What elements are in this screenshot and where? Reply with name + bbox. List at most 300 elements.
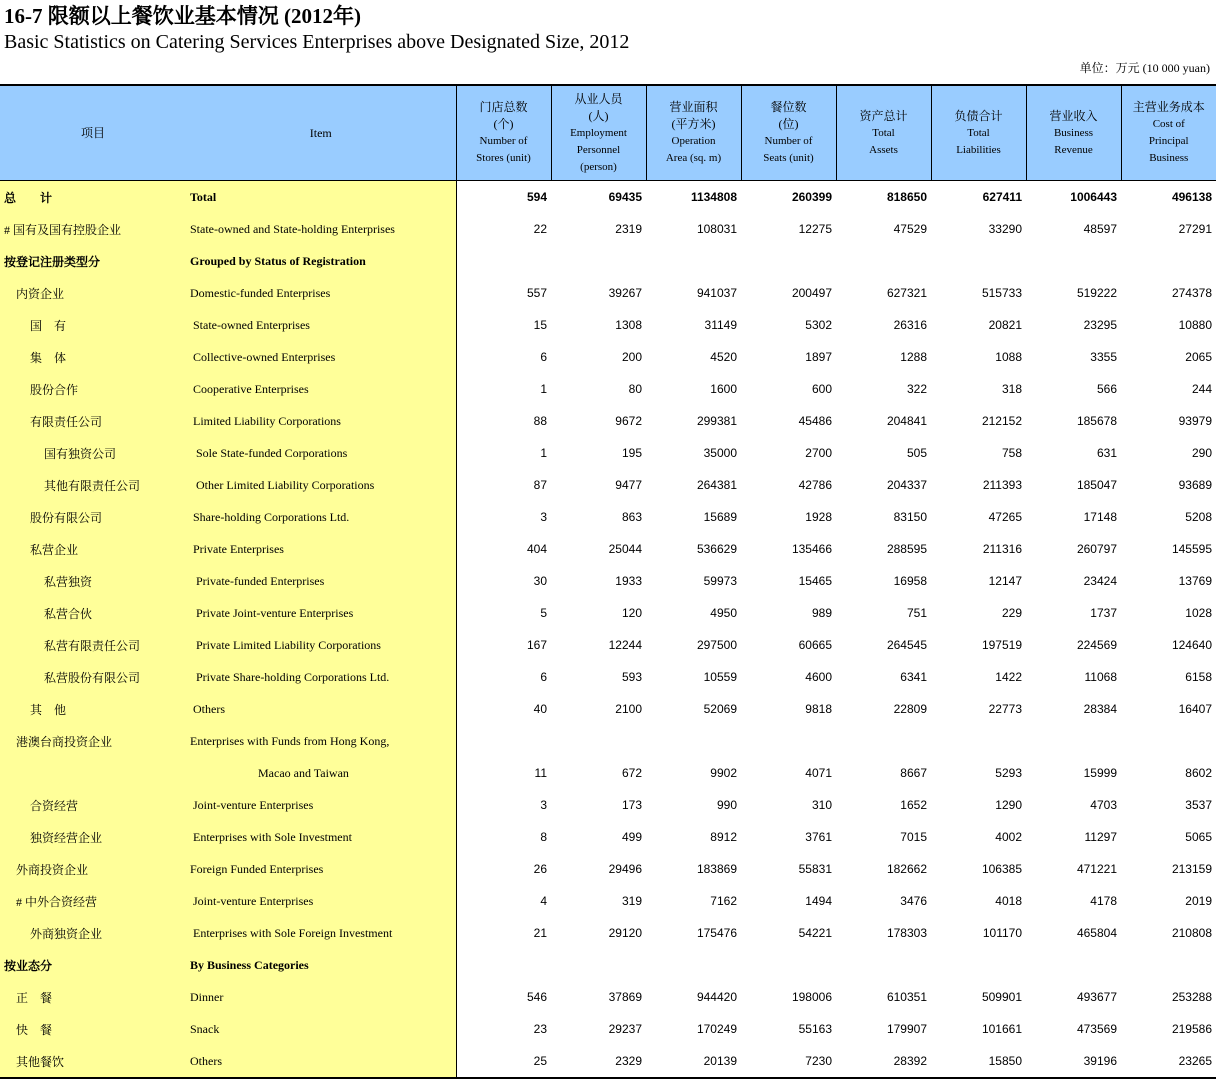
cell-value <box>931 245 1026 277</box>
header-cn-line: (人) <box>552 108 646 125</box>
cell-value: 5208 <box>1121 501 1216 533</box>
header-cn-line: 营业收入 <box>1027 108 1121 125</box>
cell-value: 4703 <box>1026 789 1121 821</box>
cell-value: 1 <box>456 437 551 469</box>
header-col-4 <box>836 85 931 181</box>
cell-value: 6 <box>456 341 551 373</box>
cell-value: 12275 <box>741 213 836 245</box>
cell-value: 20821 <box>931 309 1026 341</box>
cell-value: 83150 <box>836 501 931 533</box>
cell-value: 2700 <box>741 437 836 469</box>
cell-value <box>931 725 1026 757</box>
cell-value: 200497 <box>741 277 836 309</box>
row-label-en: Dinner <box>186 981 456 1013</box>
cell-value: 60665 <box>741 629 836 661</box>
cell-value: 6158 <box>1121 661 1216 693</box>
cell-value: 260399 <box>741 181 836 214</box>
table-row <box>0 693 1216 725</box>
row-label-cn: 私营企业 <box>0 533 186 565</box>
row-label-en: Enterprises with Sole Foreign Investment <box>186 917 456 949</box>
cell-value: 4950 <box>646 597 741 629</box>
row-label-cn: 有限责任公司 <box>0 405 186 437</box>
header-cn-line: 资产总计 <box>837 108 931 125</box>
cell-value: 48597 <box>1026 213 1121 245</box>
cell-value: 15 <box>456 309 551 341</box>
cell-value: 1308 <box>551 309 646 341</box>
cell-value: 499 <box>551 821 646 853</box>
row-label-cn: 按登记注册类型分 <box>0 245 186 277</box>
row-label-en: Other Limited Liability Corporations <box>186 469 456 501</box>
cell-value: 229 <box>931 597 1026 629</box>
header-cn-line: 门店总数 <box>457 99 551 116</box>
cell-value: 27291 <box>1121 213 1216 245</box>
table-row <box>0 181 1216 214</box>
cell-value: 297500 <box>646 629 741 661</box>
row-label-cn: 私营股份有限公司 <box>0 661 186 693</box>
cell-value: 3476 <box>836 885 931 917</box>
row-label-cn: 国有独资公司 <box>0 437 186 469</box>
cell-value: 515733 <box>931 277 1026 309</box>
cell-value: 26 <box>456 853 551 885</box>
cell-value: 1088 <box>931 341 1026 373</box>
cell-value <box>456 949 551 981</box>
row-label-en: Share-holding Corporations Ltd. <box>186 501 456 533</box>
cell-value: 204841 <box>836 405 931 437</box>
row-label-en: Private Joint-venture Enterprises <box>186 597 456 629</box>
cell-value: 39196 <box>1026 1045 1121 1078</box>
cell-value <box>836 725 931 757</box>
cell-value: 80 <box>551 373 646 405</box>
table-row <box>0 885 1216 917</box>
cell-value: 197519 <box>931 629 1026 661</box>
cell-value: 204337 <box>836 469 931 501</box>
cell-value: 1422 <box>931 661 1026 693</box>
row-label-en: Total <box>186 181 456 214</box>
cell-value: 9902 <box>646 757 741 789</box>
cell-value: 30 <box>456 565 551 597</box>
header-en-line: Revenue <box>1027 142 1121 159</box>
cell-value: 751 <box>836 597 931 629</box>
cell-value: 3 <box>456 501 551 533</box>
cell-value: 35000 <box>646 437 741 469</box>
table-body <box>0 181 1216 1079</box>
cell-value: 818650 <box>836 181 931 214</box>
cell-value: 16407 <box>1121 693 1216 725</box>
header-item-en: Item <box>186 85 456 181</box>
cell-value: 260797 <box>1026 533 1121 565</box>
cell-value: 29237 <box>551 1013 646 1045</box>
cell-value: 1028 <box>1121 597 1216 629</box>
cell-value: 15465 <box>741 565 836 597</box>
row-label-en: State-owned and State-holding Enterprises <box>186 213 456 245</box>
row-label-cn: # 中外合资经营 <box>0 885 186 917</box>
row-label-en: Grouped by Status of Registration <box>186 245 456 277</box>
row-label-en: Snack <box>186 1013 456 1045</box>
cell-value: 319 <box>551 885 646 917</box>
header-en-line: Stores (unit) <box>457 150 551 167</box>
cell-value: 264545 <box>836 629 931 661</box>
header-en-line: Total <box>932 125 1026 142</box>
row-label-cn: 其 他 <box>0 693 186 725</box>
row-label-en: By Business Categories <box>186 949 456 981</box>
row-label-en: Joint-venture Enterprises <box>186 789 456 821</box>
cell-value: 17148 <box>1026 501 1121 533</box>
cell-value: 8602 <box>1121 757 1216 789</box>
cell-value: 198006 <box>741 981 836 1013</box>
cell-value: 4520 <box>646 341 741 373</box>
table-header-row <box>0 85 1216 181</box>
cell-value: 101170 <box>931 917 1026 949</box>
cell-value: 23 <box>456 1013 551 1045</box>
cell-value: 88 <box>456 405 551 437</box>
cell-value <box>836 949 931 981</box>
cell-value: 37869 <box>551 981 646 1013</box>
cell-value: 1 <box>456 373 551 405</box>
unit-label: 单位：万元 (10 000 yuan) <box>1080 60 1210 76</box>
cell-value: 93689 <box>1121 469 1216 501</box>
cell-value: 627321 <box>836 277 931 309</box>
header-en-line: Business <box>1122 150 1216 167</box>
cell-value: 1737 <box>1026 597 1121 629</box>
cell-value: 15999 <box>1026 757 1121 789</box>
table-row <box>0 821 1216 853</box>
table-row <box>0 341 1216 373</box>
header-col-7 <box>1121 85 1216 181</box>
row-label-en: Cooperative Enterprises <box>186 373 456 405</box>
row-label-cn: 股份有限公司 <box>0 501 186 533</box>
cell-value: 183869 <box>646 853 741 885</box>
cell-value: 509901 <box>931 981 1026 1013</box>
cell-value <box>741 949 836 981</box>
cell-value: 31149 <box>646 309 741 341</box>
cell-value: 3355 <box>1026 341 1121 373</box>
header-en-line: Business <box>1027 125 1121 142</box>
header-en-line: Number of <box>457 133 551 150</box>
cell-value: 11068 <box>1026 661 1121 693</box>
table-row <box>0 309 1216 341</box>
header-cn-line: 营业面积 <box>647 99 741 116</box>
cell-value: 178303 <box>836 917 931 949</box>
cell-value: 47265 <box>931 501 1026 533</box>
cell-value: 536629 <box>646 533 741 565</box>
cell-value: 69435 <box>551 181 646 214</box>
header-cn-line: 从业人员 <box>552 91 646 108</box>
cell-value: 557 <box>456 277 551 309</box>
cell-value: 944420 <box>646 981 741 1013</box>
cell-value: 990 <box>646 789 741 821</box>
row-label-cn: 港澳台商投资企业 <box>0 725 186 757</box>
cell-value: 120 <box>551 597 646 629</box>
table-row <box>0 789 1216 821</box>
cell-value: 39267 <box>551 277 646 309</box>
cell-value <box>1121 245 1216 277</box>
cell-value: 10880 <box>1121 309 1216 341</box>
statistics-table <box>0 84 1216 1079</box>
table-row <box>0 981 1216 1013</box>
cell-value: 11297 <box>1026 821 1121 853</box>
cell-value: 42786 <box>741 469 836 501</box>
cell-value <box>741 725 836 757</box>
cell-value: 59973 <box>646 565 741 597</box>
cell-value: 173 <box>551 789 646 821</box>
cell-value: 179907 <box>836 1013 931 1045</box>
header-en-line: Area (sq. m) <box>647 150 741 167</box>
cell-value: 290 <box>1121 437 1216 469</box>
cell-value: 863 <box>551 501 646 533</box>
table-row <box>0 661 1216 693</box>
header-cn-line: (个) <box>457 116 551 133</box>
cell-value: 6 <box>456 661 551 693</box>
row-label-cn: 外商投资企业 <box>0 853 186 885</box>
cell-value: 22809 <box>836 693 931 725</box>
cell-value: 274378 <box>1121 277 1216 309</box>
cell-value: 9672 <box>551 405 646 437</box>
table-row <box>0 1013 1216 1045</box>
cell-value: 200 <box>551 341 646 373</box>
cell-value: 1288 <box>836 341 931 373</box>
row-label-en: Domestic-funded Enterprises <box>186 277 456 309</box>
table-row <box>0 853 1216 885</box>
row-label-cn: 总 计 <box>0 181 186 214</box>
header-item-cn: 项目 <box>0 85 186 181</box>
cell-value: 758 <box>931 437 1026 469</box>
cell-value: 22773 <box>931 693 1026 725</box>
header-en-line: Personnel <box>552 142 646 159</box>
cell-value: 11 <box>456 757 551 789</box>
cell-value: 219586 <box>1121 1013 1216 1045</box>
cell-value: 4002 <box>931 821 1026 853</box>
cell-value: 213159 <box>1121 853 1216 885</box>
cell-value: 288595 <box>836 533 931 565</box>
cell-value: 989 <box>741 597 836 629</box>
cell-value: 20139 <box>646 1045 741 1078</box>
cell-value: 244 <box>1121 373 1216 405</box>
row-label-cn: 其他有限责任公司 <box>0 469 186 501</box>
cell-value: 28392 <box>836 1045 931 1078</box>
cell-value: 627411 <box>931 181 1026 214</box>
header-col-0 <box>456 85 551 181</box>
cell-value: 1933 <box>551 565 646 597</box>
header-col-1 <box>551 85 646 181</box>
cell-value: 40 <box>456 693 551 725</box>
header-cn-line: 餐位数 <box>742 99 836 116</box>
cell-value: 10559 <box>646 661 741 693</box>
cell-value: 8912 <box>646 821 741 853</box>
cell-value: 7230 <box>741 1045 836 1078</box>
table-row <box>0 405 1216 437</box>
header-en-line: Assets <box>837 142 931 159</box>
table-row <box>0 725 1216 757</box>
table-row <box>0 629 1216 661</box>
cell-value <box>931 949 1026 981</box>
cell-value: 101661 <box>931 1013 1026 1045</box>
row-label-en: Enterprises with Funds from Hong Kong, <box>186 725 456 757</box>
header-en-line: Operation <box>647 133 741 150</box>
cell-value: 4178 <box>1026 885 1121 917</box>
header-cn-line: (平方米) <box>647 116 741 133</box>
cell-value: 15850 <box>931 1045 1026 1078</box>
cell-value: 28384 <box>1026 693 1121 725</box>
cell-value: 473569 <box>1026 1013 1121 1045</box>
cell-value <box>1121 949 1216 981</box>
cell-value: 15689 <box>646 501 741 533</box>
header-col-3 <box>741 85 836 181</box>
cell-value: 5302 <box>741 309 836 341</box>
cell-value: 3537 <box>1121 789 1216 821</box>
row-label-cn: 正 餐 <box>0 981 186 1013</box>
cell-value: 1494 <box>741 885 836 917</box>
cell-value: 29120 <box>551 917 646 949</box>
header-en-line: Employment <box>552 125 646 142</box>
cell-value: 23265 <box>1121 1045 1216 1078</box>
row-label-en: Private Limited Liability Corporations <box>186 629 456 661</box>
cell-value: 318 <box>931 373 1026 405</box>
cell-value: 2019 <box>1121 885 1216 917</box>
cell-value: 13769 <box>1121 565 1216 597</box>
row-label-en: Private Enterprises <box>186 533 456 565</box>
cell-value: 55831 <box>741 853 836 885</box>
header-en-line: (person) <box>552 159 646 176</box>
cell-value: 5293 <box>931 757 1026 789</box>
cell-value: 4 <box>456 885 551 917</box>
table-row <box>0 757 1216 789</box>
header-col-5 <box>931 85 1026 181</box>
cell-value: 170249 <box>646 1013 741 1045</box>
cell-value: 23295 <box>1026 309 1121 341</box>
header-col-2 <box>646 85 741 181</box>
cell-value: 224569 <box>1026 629 1121 661</box>
cell-value: 672 <box>551 757 646 789</box>
cell-value: 2319 <box>551 213 646 245</box>
header-en-line: Seats (unit) <box>742 150 836 167</box>
cell-value: 1600 <box>646 373 741 405</box>
table-row <box>0 213 1216 245</box>
cell-value: 1928 <box>741 501 836 533</box>
row-label-cn: 私营独资 <box>0 565 186 597</box>
row-label-cn <box>0 757 186 789</box>
table-row <box>0 469 1216 501</box>
header-col-6 <box>1026 85 1121 181</box>
row-label-en: Limited Liability Corporations <box>186 405 456 437</box>
cell-value: 593 <box>551 661 646 693</box>
cell-value: 26316 <box>836 309 931 341</box>
row-label-cn: 按业态分 <box>0 949 186 981</box>
row-label-cn: 快 餐 <box>0 1013 186 1045</box>
cell-value: 546 <box>456 981 551 1013</box>
table-row <box>0 533 1216 565</box>
cell-value: 106385 <box>931 853 1026 885</box>
header-en-line: Total <box>837 125 931 142</box>
cell-value: 496138 <box>1121 181 1216 214</box>
row-label-en: Joint-venture Enterprises <box>186 885 456 917</box>
cell-value: 631 <box>1026 437 1121 469</box>
cell-value: 3 <box>456 789 551 821</box>
cell-value: 2329 <box>551 1045 646 1078</box>
cell-value: 12147 <box>931 565 1026 597</box>
cell-value: 9477 <box>551 469 646 501</box>
cell-value: 8667 <box>836 757 931 789</box>
cell-value: 2100 <box>551 693 646 725</box>
row-label-cn: 其他餐饮 <box>0 1045 186 1078</box>
cell-value: 9818 <box>741 693 836 725</box>
cell-value: 124640 <box>1121 629 1216 661</box>
cell-value: 29496 <box>551 853 646 885</box>
cell-value: 4018 <box>931 885 1026 917</box>
cell-value: 322 <box>836 373 931 405</box>
cell-value: 594 <box>456 181 551 214</box>
table-row <box>0 565 1216 597</box>
cell-value: 6341 <box>836 661 931 693</box>
cell-value <box>456 245 551 277</box>
page-title-cn: 16-7 限额以上餐饮业基本情况 (2012年) <box>4 4 361 28</box>
row-label-cn: 集 体 <box>0 341 186 373</box>
cell-value: 5 <box>456 597 551 629</box>
header-cn-line: 主营业务成本 <box>1122 99 1216 116</box>
cell-value: 310 <box>741 789 836 821</box>
cell-value: 610351 <box>836 981 931 1013</box>
row-label-en: Foreign Funded Enterprises <box>186 853 456 885</box>
cell-value: 185678 <box>1026 405 1121 437</box>
cell-value: 145595 <box>1121 533 1216 565</box>
cell-value <box>1121 725 1216 757</box>
row-label-cn: 股份合作 <box>0 373 186 405</box>
cell-value: 93979 <box>1121 405 1216 437</box>
cell-value <box>741 245 836 277</box>
cell-value: 7015 <box>836 821 931 853</box>
row-label-en: Private Share-holding Corporations Ltd. <box>186 661 456 693</box>
cell-value <box>551 245 646 277</box>
cell-value: 45486 <box>741 405 836 437</box>
cell-value: 182662 <box>836 853 931 885</box>
cell-value: 2065 <box>1121 341 1216 373</box>
header-en-line: Number of <box>742 133 836 150</box>
row-label-cn: 私营有限责任公司 <box>0 629 186 661</box>
cell-value: 471221 <box>1026 853 1121 885</box>
cell-value: 4071 <box>741 757 836 789</box>
header-cn-line: (位) <box>742 116 836 133</box>
cell-value <box>1026 725 1121 757</box>
cell-value: 16958 <box>836 565 931 597</box>
cell-value: 8 <box>456 821 551 853</box>
cell-value: 33290 <box>931 213 1026 245</box>
header-en-line: Liabilities <box>932 142 1026 159</box>
cell-value: 210808 <box>1121 917 1216 949</box>
cell-value: 5065 <box>1121 821 1216 853</box>
row-label-cn: 内资企业 <box>0 277 186 309</box>
page-title-en: Basic Statistics on Catering Services Enterprises above Designated Size, 2012 <box>4 30 629 54</box>
table-row <box>0 277 1216 309</box>
row-label-cn: 国 有 <box>0 309 186 341</box>
cell-value: 25044 <box>551 533 646 565</box>
cell-value: 465804 <box>1026 917 1121 949</box>
cell-value: 185047 <box>1026 469 1121 501</box>
header-en-line: Cost of <box>1122 116 1216 133</box>
cell-value: 167 <box>456 629 551 661</box>
cell-value: 1290 <box>931 789 1026 821</box>
cell-value: 108031 <box>646 213 741 245</box>
row-label-en: Sole State-funded Corporations <box>186 437 456 469</box>
row-label-cn: 外商独资企业 <box>0 917 186 949</box>
cell-value: 175476 <box>646 917 741 949</box>
cell-value: 519222 <box>1026 277 1121 309</box>
cell-value: 1897 <box>741 341 836 373</box>
cell-value: 4600 <box>741 661 836 693</box>
row-label-cn: 合资经营 <box>0 789 186 821</box>
cell-value: 21 <box>456 917 551 949</box>
cell-value: 1652 <box>836 789 931 821</box>
table-row <box>0 597 1216 629</box>
table-row <box>0 437 1216 469</box>
